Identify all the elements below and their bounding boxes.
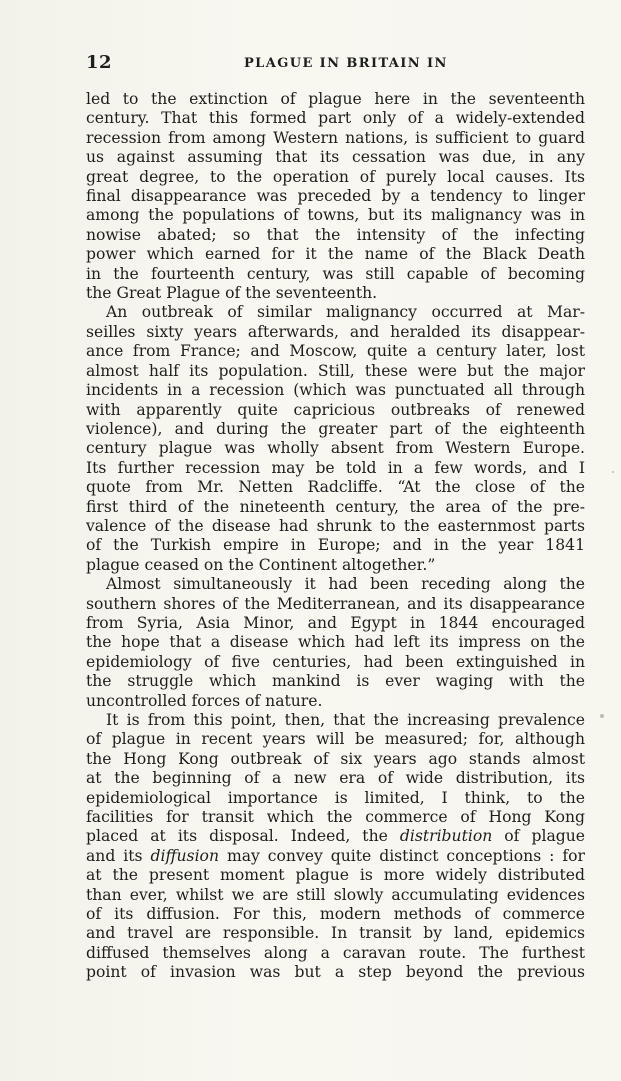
text-line: and travel are responsible. In transit by land, epidemics xyxy=(86,924,585,943)
text-line: the Great Plague of the seventeenth. xyxy=(86,284,378,303)
text-line: century plague was wholly absent from Western Europe. xyxy=(86,439,585,458)
text-line: point of invasion was but a step beyond the previous xyxy=(86,963,585,982)
text-line: great degree, to the operation of purely local causes. Its xyxy=(86,167,585,186)
text-line: from Syria, Asia Minor, and Egypt in 1844 encouraged xyxy=(86,613,585,632)
body-text xyxy=(86,90,585,983)
text-line: incidents in a recession (which was punctuated all through xyxy=(86,381,585,400)
text-line: nowise abated; so that the intensity of the infecting xyxy=(86,225,585,244)
text-line: than ever, whilst we are still slowly accumulating evidences xyxy=(86,885,585,904)
text-line: with apparently quite capricious outbreaks of renewed xyxy=(86,400,585,419)
page-number: 12 xyxy=(86,52,113,73)
text-line: facilities for transit which the commerce of Hong Kong xyxy=(86,808,585,827)
text-line: the Hong Kong outbreak of six years ago stands almost xyxy=(86,749,585,768)
text-line: the hope that a disease which had left its impress on the xyxy=(86,633,585,652)
running-title: PLAGUE IN BRITAIN IN xyxy=(244,56,448,71)
text-line: valence of the disease had shrunk to the easternmost parts xyxy=(86,516,585,535)
text-line: in the fourteenth century, was still capable of becoming xyxy=(86,264,585,283)
text-line: first third of the nineteenth century, the area of the pre- xyxy=(86,497,585,516)
text-line: An outbreak of similar malignancy occurred at Mar- xyxy=(106,303,585,322)
text-line: among the populations of towns, but its malignancy was in xyxy=(86,206,585,225)
text-line: uncontrolled forces of nature. xyxy=(86,691,323,710)
text-line: Almost simultaneously it had been receding along the xyxy=(106,575,585,594)
italic-word: diffusion xyxy=(150,846,219,865)
text-line: It is from this point, then, that the increasing prevalence xyxy=(106,711,585,729)
text-line: seilles sixty years afterwards, and heralded its disappear- xyxy=(86,322,585,341)
text-line: of the Turkish empire in Europe; and in the year 1841 xyxy=(86,536,585,555)
paper-speck xyxy=(600,714,604,718)
text-line: the struggle which mankind is ever waging with the xyxy=(86,672,585,691)
text-line: century. That this formed part only of a widely-extended xyxy=(86,109,585,128)
italic-word: distribution xyxy=(399,827,493,846)
running-head xyxy=(86,52,585,76)
text-line: of its diffusion. For this, modern methods of commerce xyxy=(86,905,585,924)
text-line: quote from Mr. Netten Radcliffe. “At the close of the xyxy=(86,478,585,497)
text-line: and its diffusion may convey quite distinct conceptions : for xyxy=(86,846,586,865)
text-line: at the beginning of a new era of wide distribution, its xyxy=(86,769,585,788)
text-line: recession from among Western nations, is sufficient to guard xyxy=(86,128,585,147)
text-line: power which earned for it the name of the Black Death xyxy=(86,245,585,264)
text-line: plague ceased on the Continent altogether.” xyxy=(86,555,436,574)
text-line: epidemiological importance is limited, I think, to the xyxy=(86,788,585,807)
text-line: epidemiology of five centuries, had been extinguished in xyxy=(86,652,585,671)
text-line: at the present moment plague is more widely distributed xyxy=(86,866,585,885)
text-line: us against assuming that its cessation was due, in any xyxy=(86,148,585,167)
text-line: Its further recession may be told in a few words, and I xyxy=(86,458,585,477)
text-line: almost half its population. Still, these were but the major xyxy=(86,361,585,380)
paper-speck xyxy=(612,471,614,473)
text-line: led to the extinction of plague here in the seventeenth xyxy=(86,90,585,108)
text-line: violence), and during the greater part of the eighteenth xyxy=(86,419,585,438)
text-line: southern shores of the Mediterranean, and its disappearance xyxy=(86,594,585,613)
text-line: ance from France; and Moscow, quite a century later, lost xyxy=(86,342,585,361)
text-line: diffused themselves along a caravan route. The furthest xyxy=(86,943,585,962)
text-line: of plague in recent years will be measured; for, although xyxy=(86,730,585,749)
text-line: final disappearance was preceded by a tendency to linger xyxy=(86,187,585,206)
text-line: placed at its disposal. Indeed, the distribution of plague xyxy=(86,827,585,846)
